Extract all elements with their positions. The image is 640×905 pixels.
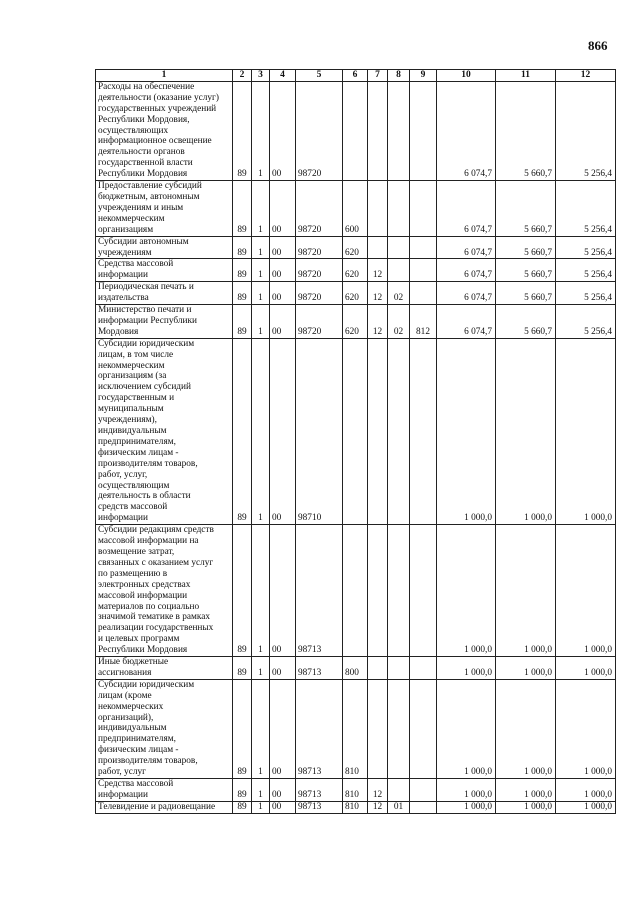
program-code-cell: 1 <box>252 236 270 259</box>
section-cell <box>368 236 388 259</box>
amount-year2-cell: 5 660,7 <box>496 305 556 339</box>
program-code-cell: 1 <box>252 282 270 305</box>
section-cell <box>368 81 388 180</box>
subprogram-code-cell: 00 <box>270 525 296 657</box>
program-code-cell: 1 <box>252 81 270 180</box>
department-code-cell <box>410 282 437 305</box>
subsection-cell <box>388 779 410 802</box>
section-cell <box>368 181 388 237</box>
amount-year2-cell: 1 000,0 <box>496 338 556 524</box>
subprogram-code-cell: 00 <box>270 657 296 680</box>
program-code-cell: 1 <box>252 305 270 339</box>
item-name-cell: Телевидение и радиовещание <box>96 801 233 813</box>
expense-type-cell <box>343 525 368 657</box>
amount-year1-cell: 6 074,7 <box>437 181 496 237</box>
program-code-cell: 1 <box>252 657 270 680</box>
department-code-cell <box>410 259 437 282</box>
table-body <box>96 81 616 813</box>
amount-year3-cell: 1 000,0 <box>556 801 616 813</box>
section-cell: 12 <box>368 282 388 305</box>
subsection-cell <box>388 679 410 778</box>
item-name-cell: Средства массовой информации <box>96 259 233 282</box>
expense-type-cell <box>343 338 368 524</box>
subsection-cell: 02 <box>388 305 410 339</box>
program-code-cell: 1 <box>252 525 270 657</box>
table-row <box>96 236 616 259</box>
target-article-cell: 98713 <box>296 679 343 778</box>
expense-type-cell: 620 <box>343 282 368 305</box>
section-cell: 12 <box>368 801 388 813</box>
table-row <box>96 801 616 813</box>
ministry-code-cell: 89 <box>233 525 252 657</box>
amount-year1-cell: 6 074,7 <box>437 236 496 259</box>
ministry-code-cell: 89 <box>233 282 252 305</box>
department-code-cell <box>410 236 437 259</box>
subprogram-code-cell: 00 <box>270 236 296 259</box>
amount-year3-cell: 1 000,0 <box>556 338 616 524</box>
section-cell <box>368 525 388 657</box>
section-cell <box>368 657 388 680</box>
table-row <box>96 525 616 657</box>
ministry-code-cell: 89 <box>233 779 252 802</box>
expense-type-cell: 810 <box>343 779 368 802</box>
department-code-cell <box>410 779 437 802</box>
section-cell <box>368 338 388 524</box>
column-header: 9 <box>410 70 437 82</box>
subsection-cell <box>388 259 410 282</box>
item-name-cell: Субсидии юридическим лицам, в том числе некоммерческим организациям (за исключением субсидий государственным и муниципальным учреждениям), индивидуальным предпринимателям, физическим лицам - производителям товаров, работ, услуг, осуществляющим деятельность в области средств массовой информации <box>96 338 233 524</box>
column-header: 7 <box>368 70 388 82</box>
amount-year2-cell: 1 000,0 <box>496 801 556 813</box>
table-row <box>96 679 616 778</box>
amount-year2-cell: 1 000,0 <box>496 657 556 680</box>
amount-year1-cell: 6 074,7 <box>437 81 496 180</box>
ministry-code-cell: 89 <box>233 259 252 282</box>
column-number-row <box>96 70 616 82</box>
department-code-cell <box>410 679 437 778</box>
table-row <box>96 81 616 180</box>
subsection-cell <box>388 338 410 524</box>
column-header: 6 <box>343 70 368 82</box>
amount-year1-cell: 1 000,0 <box>437 779 496 802</box>
column-header: 3 <box>252 70 270 82</box>
amount-year1-cell: 1 000,0 <box>437 338 496 524</box>
subsection-cell <box>388 236 410 259</box>
ministry-code-cell: 89 <box>233 657 252 680</box>
section-cell: 12 <box>368 779 388 802</box>
amount-year2-cell: 1 000,0 <box>496 525 556 657</box>
subprogram-code-cell: 00 <box>270 305 296 339</box>
table-row <box>96 181 616 237</box>
ministry-code-cell: 89 <box>233 679 252 778</box>
department-code-cell <box>410 81 437 180</box>
target-article-cell: 98720 <box>296 181 343 237</box>
subsection-cell <box>388 81 410 180</box>
column-header: 4 <box>270 70 296 82</box>
subprogram-code-cell: 00 <box>270 282 296 305</box>
amount-year2-cell: 5 660,7 <box>496 236 556 259</box>
column-header: 1 <box>96 70 233 82</box>
amount-year3-cell: 5 256,4 <box>556 305 616 339</box>
table-row <box>96 338 616 524</box>
subsection-cell <box>388 525 410 657</box>
target-article-cell: 98710 <box>296 338 343 524</box>
target-article-cell: 98713 <box>296 525 343 657</box>
item-name-cell: Министерство печати и информации Республики Мордовия <box>96 305 233 339</box>
expense-type-cell: 620 <box>343 305 368 339</box>
budget-table <box>95 69 616 814</box>
amount-year3-cell: 5 256,4 <box>556 259 616 282</box>
table-row <box>96 282 616 305</box>
program-code-cell: 1 <box>252 181 270 237</box>
ministry-code-cell: 89 <box>233 305 252 339</box>
amount-year1-cell: 1 000,0 <box>437 801 496 813</box>
subprogram-code-cell: 00 <box>270 259 296 282</box>
item-name-cell: Иные бюджетные ассигнования <box>96 657 233 680</box>
column-header: 12 <box>556 70 616 82</box>
item-name-cell: Периодическая печать и издательства <box>96 282 233 305</box>
program-code-cell: 1 <box>252 259 270 282</box>
department-code-cell <box>410 338 437 524</box>
target-article-cell: 98713 <box>296 657 343 680</box>
target-article-cell: 98720 <box>296 236 343 259</box>
ministry-code-cell: 89 <box>233 181 252 237</box>
amount-year1-cell: 6 074,7 <box>437 282 496 305</box>
amount-year2-cell: 5 660,7 <box>496 81 556 180</box>
column-header: 5 <box>296 70 343 82</box>
program-code-cell: 1 <box>252 338 270 524</box>
target-article-cell: 98720 <box>296 282 343 305</box>
item-name-cell: Средства массовой информации <box>96 779 233 802</box>
subprogram-code-cell: 00 <box>270 338 296 524</box>
subsection-cell: 02 <box>388 282 410 305</box>
expense-type-cell: 800 <box>343 657 368 680</box>
amount-year2-cell: 1 000,0 <box>496 779 556 802</box>
target-article-cell: 98720 <box>296 305 343 339</box>
expense-type-cell: 810 <box>343 679 368 778</box>
program-code-cell: 1 <box>252 679 270 778</box>
ministry-code-cell: 89 <box>233 338 252 524</box>
table-row <box>96 779 616 802</box>
table-row <box>96 259 616 282</box>
amount-year1-cell: 6 074,7 <box>437 259 496 282</box>
amount-year2-cell: 1 000,0 <box>496 679 556 778</box>
amount-year1-cell: 6 074,7 <box>437 305 496 339</box>
column-header: 2 <box>233 70 252 82</box>
expense-type-cell <box>343 81 368 180</box>
amount-year2-cell: 5 660,7 <box>496 181 556 237</box>
target-article-cell: 98713 <box>296 779 343 802</box>
ministry-code-cell: 89 <box>233 801 252 813</box>
subprogram-code-cell: 00 <box>270 81 296 180</box>
department-code-cell: 812 <box>410 305 437 339</box>
subprogram-code-cell: 00 <box>270 181 296 237</box>
subprogram-code-cell: 00 <box>270 779 296 802</box>
column-header: 10 <box>437 70 496 82</box>
amount-year3-cell: 5 256,4 <box>556 181 616 237</box>
amount-year3-cell: 1 000,0 <box>556 679 616 778</box>
target-article-cell: 98720 <box>296 81 343 180</box>
item-name-cell: Субсидии редакциям средств массовой информации на возмещение затрат, связанных с оказанием услуг по размещению в электронных средствах массовой информации материалов по социально значимой тематике в рамках реализации государственных и целевых программ Республики Мордовия <box>96 525 233 657</box>
expense-type-cell: 620 <box>343 259 368 282</box>
subsection-cell <box>388 181 410 237</box>
section-cell <box>368 679 388 778</box>
amount-year3-cell: 1 000,0 <box>556 657 616 680</box>
ministry-code-cell: 89 <box>233 81 252 180</box>
program-code-cell: 1 <box>252 801 270 813</box>
amount-year1-cell: 1 000,0 <box>437 525 496 657</box>
section-cell: 12 <box>368 305 388 339</box>
item-name-cell: Субсидии юридическим лицам (кроме некоммерческих организаций), индивидуальным предпринимателям, физическим лицам - производителям товаров, работ, услуг <box>96 679 233 778</box>
expense-type-cell: 600 <box>343 181 368 237</box>
amount-year1-cell: 1 000,0 <box>437 657 496 680</box>
table-row <box>96 657 616 680</box>
target-article-cell: 98713 <box>296 801 343 813</box>
amount-year3-cell: 5 256,4 <box>556 236 616 259</box>
amount-year3-cell: 1 000,0 <box>556 525 616 657</box>
program-code-cell: 1 <box>252 779 270 802</box>
department-code-cell <box>410 801 437 813</box>
item-name-cell: Расходы на обеспечение деятельности (оказание услуг) государственных учреждений Республики Мордовия, осуществляющих информационное освещение деятельности органов государственной власти Республики Мордовия <box>96 81 233 180</box>
subprogram-code-cell: 00 <box>270 801 296 813</box>
item-name-cell: Предоставление субсидий бюджетным, автономным учреждениям и иным некоммерческим организациям <box>96 181 233 237</box>
amount-year3-cell: 5 256,4 <box>556 282 616 305</box>
amount-year3-cell: 5 256,4 <box>556 81 616 180</box>
expense-type-cell: 810 <box>343 801 368 813</box>
section-cell: 12 <box>368 259 388 282</box>
target-article-cell: 98720 <box>296 259 343 282</box>
department-code-cell <box>410 657 437 680</box>
column-header: 11 <box>496 70 556 82</box>
department-code-cell <box>410 181 437 237</box>
ministry-code-cell: 89 <box>233 236 252 259</box>
subsection-cell: 01 <box>388 801 410 813</box>
item-name-cell: Субсидии автономным учреждениям <box>96 236 233 259</box>
amount-year2-cell: 5 660,7 <box>496 282 556 305</box>
table-row <box>96 305 616 339</box>
column-header: 8 <box>388 70 410 82</box>
expense-type-cell: 620 <box>343 236 368 259</box>
amount-year3-cell: 1 000,0 <box>556 779 616 802</box>
amount-year1-cell: 1 000,0 <box>437 679 496 778</box>
subprogram-code-cell: 00 <box>270 679 296 778</box>
department-code-cell <box>410 525 437 657</box>
amount-year2-cell: 5 660,7 <box>496 259 556 282</box>
page-number: 866 <box>588 38 608 53</box>
subsection-cell <box>388 657 410 680</box>
